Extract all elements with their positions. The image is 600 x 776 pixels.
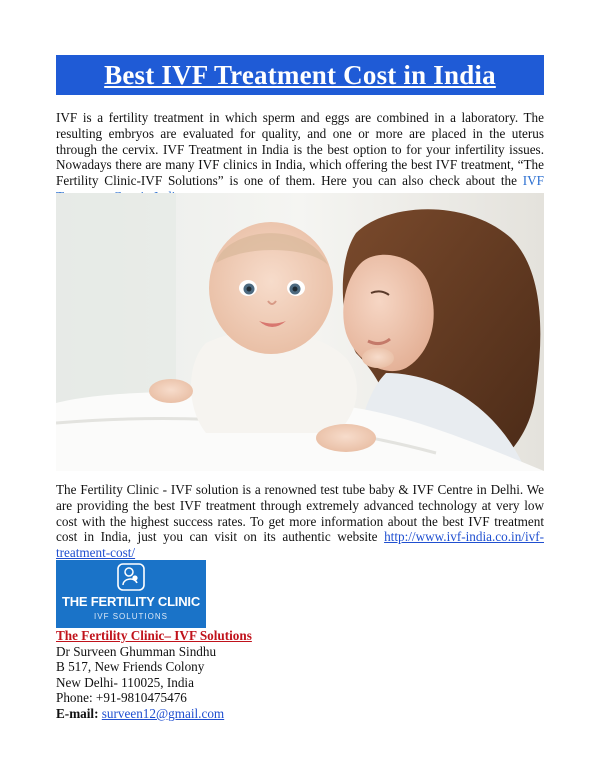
page-title: Best IVF Treatment Cost in India	[104, 59, 496, 90]
mother-baby-photo	[56, 193, 544, 471]
details-paragraph	[56, 482, 544, 561]
clinic-logo	[56, 560, 206, 628]
clinic-name[interactable]: The Fertility Clinic– IVF Solutions	[56, 628, 252, 643]
logo-name: THE FERTILITY CLINIC	[61, 594, 201, 609]
address-line-1: B 517, New Friends Colony	[56, 659, 205, 675]
logo-subtitle: IVF SOLUTIONS	[94, 612, 168, 621]
phone-number: Phone: +91-9810475476	[56, 690, 187, 706]
intro-paragraph	[56, 110, 544, 205]
mother-child-emblem-icon	[117, 563, 145, 591]
title-banner	[56, 55, 544, 95]
email-row	[56, 706, 356, 722]
email-link[interactable]: surveen12@gmail.com	[101, 705, 225, 721]
email-label: E-mail:	[56, 705, 99, 721]
intro-text: IVF is a fertility treatment in which sperm and eggs are combined in a laboratory. The resulting embryos are evaluated for quality, and one or more are placed in the uterus through the cervix. IVF Treatment in India is the best option to for your infertility issues. Nowadays there are many IVF clinics in India, which offering the best IVF treatment, “The Fertility Clinic-IVF Solutions” is one of them. Here you can also check about the	[56, 110, 544, 189]
address-line-2: New Delhi- 110025, India	[56, 674, 194, 690]
details-text: The Fertility Clinic - IVF solution is a renowned test tube baby & IVF Centre in Delhi. We are providing the best IVF treatment through extremely advanced technology at very low cost with the highest success rates. To get more information about the best IVF treatment cost in India, just you can visit on its authentic website	[56, 482, 544, 545]
website-link[interactable]: http://www.ivf-india.co.in/ivf-treatment-cost/	[56, 529, 544, 561]
contact-block	[56, 628, 356, 722]
ivf-cost-link[interactable]: IVF	[522, 173, 544, 189]
doctor-name: Dr Surveen Ghumman Sindhu	[56, 643, 217, 659]
